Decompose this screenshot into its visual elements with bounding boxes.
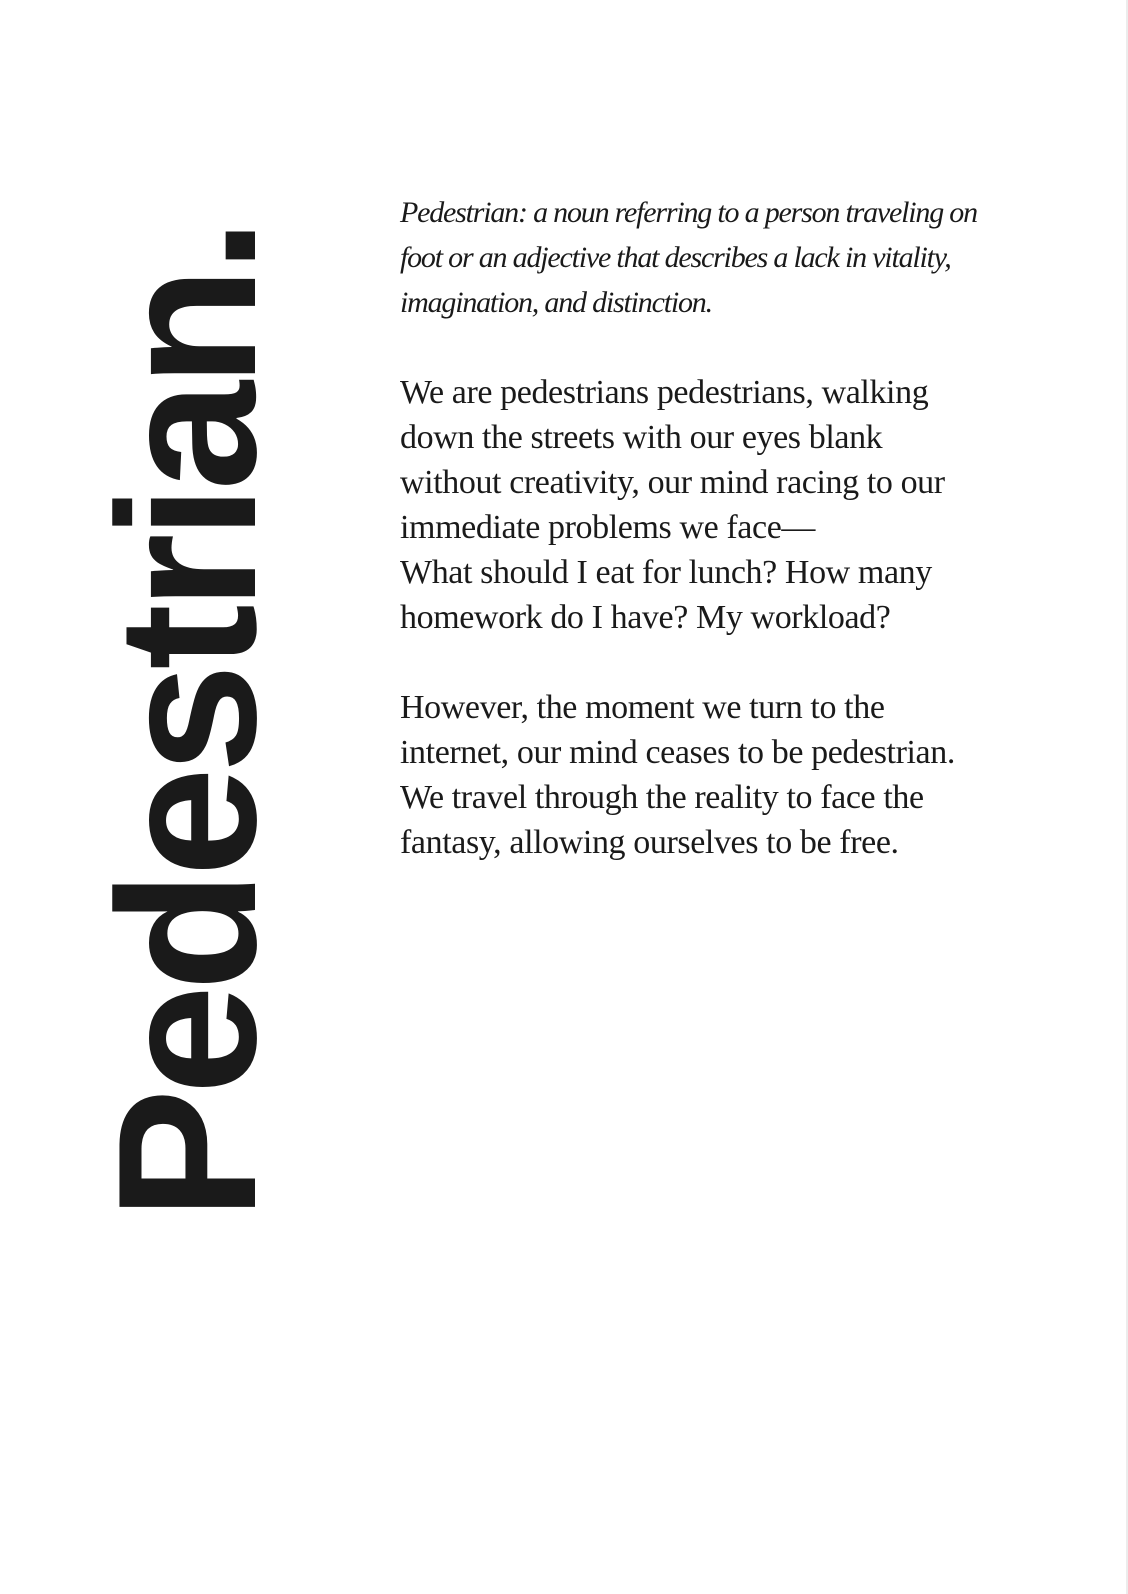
body-line: down the streets with our eyes blank [400, 419, 883, 456]
body-line: We travel through the reality to face the [400, 779, 924, 816]
definition-line: foot or an adjective that describes a lack in vitality, [400, 241, 951, 274]
body-line: immediate problems we face— [400, 509, 815, 546]
paragraph-spacer [400, 640, 1060, 685]
paragraph-spacer [400, 325, 1060, 370]
body-line: We are pedestrians pedestrians, walking [400, 374, 929, 411]
body-line: However, the moment we turn to the [400, 689, 885, 726]
body-line: What should I eat for lunch? How many [400, 554, 932, 591]
body-paragraph-2 [400, 685, 1060, 865]
body-line: homework do I have? My workload? [400, 599, 891, 636]
definition-line: imagination, and distinction. [400, 286, 712, 319]
definition-line: Pedestrian: a noun referring to a person traveling on [400, 196, 977, 229]
definition-paragraph [400, 190, 1060, 325]
body-line: internet, our mind ceases to be pedestrian. [400, 734, 955, 771]
vertical-title-container [77, 188, 297, 1256]
body-line: without creativity, our mind racing to our [400, 464, 945, 501]
text-column [400, 190, 1060, 865]
body-paragraph-1 [400, 370, 1060, 640]
page-title: Pedestrian. [77, 223, 297, 1221]
body-line: fantasy, allowing ourselves to be free. [400, 824, 899, 861]
